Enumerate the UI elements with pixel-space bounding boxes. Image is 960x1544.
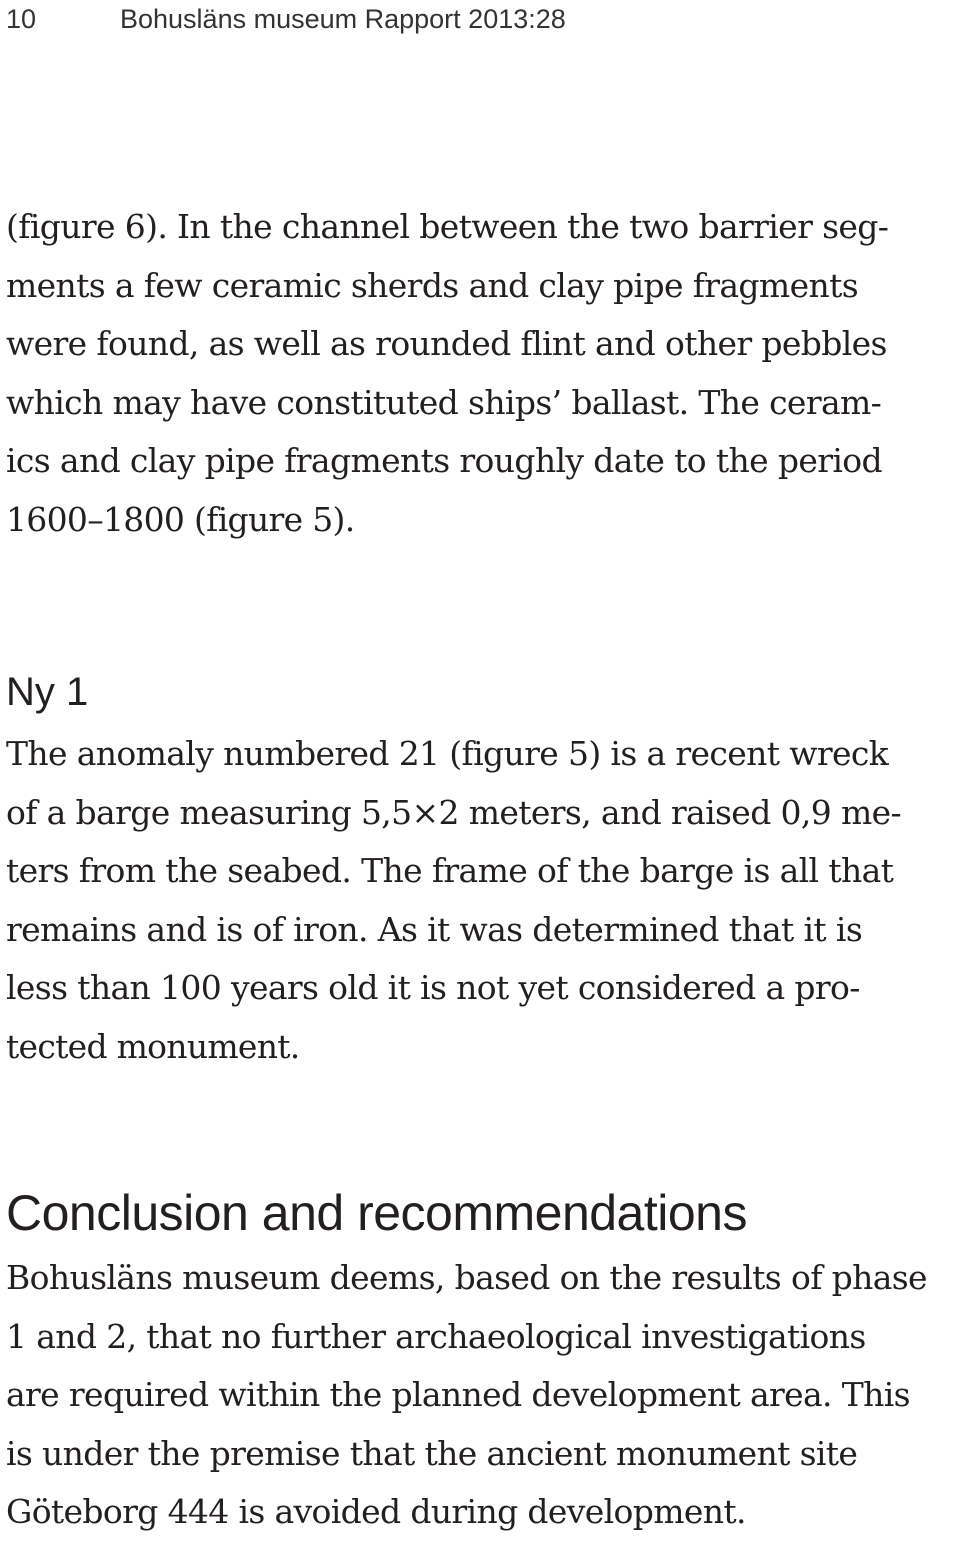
body-paragraph xyxy=(6,1249,956,1542)
page-number: 10 xyxy=(6,4,37,34)
text-line: Göteborg 444 is avoided during development. xyxy=(6,1492,746,1532)
section-ny1-body xyxy=(6,725,956,1077)
text-line: are required within the planned development area. This xyxy=(6,1375,910,1415)
section-conclusion xyxy=(6,1184,956,1242)
text-line: of a barge measuring 5,5×2 meters, and raised 0,9 me- xyxy=(6,792,902,832)
text-line: were found, as well as rounded flint and other pebbles xyxy=(6,324,887,364)
text-line: ters from the seabed. The frame of the barge is all that xyxy=(6,851,894,891)
text-line: The anomaly numbered 21 (figure 5) is a recent wreck xyxy=(6,734,889,773)
section-ny1 xyxy=(6,668,956,716)
text-line: tected monument. xyxy=(6,1026,300,1066)
text-line: 1 and 2, that no further archaeological investigations xyxy=(6,1316,866,1356)
text-line: remains and is of iron. As it was determined that it is xyxy=(6,909,863,949)
text-line: Bohusläns museum deems, based on the results of phase xyxy=(6,1258,927,1297)
paragraph-continuation xyxy=(6,198,956,550)
text-line: ics and clay pipe fragments roughly date to the period xyxy=(6,441,882,481)
text-line: which may have constituted ships’ ballast. The ceram- xyxy=(6,382,882,422)
body-paragraph xyxy=(6,725,956,1077)
body-paragraph xyxy=(6,198,956,550)
text-line: is under the premise that the ancient monument site xyxy=(6,1433,858,1473)
section-heading: Conclusion and recommendations xyxy=(6,1185,747,1241)
text-line: less than 100 years old it is not yet considered a pro- xyxy=(6,968,860,1008)
running-title: Bohusläns museum Rapport 2013:28 xyxy=(120,4,566,34)
text-line: ments a few ceramic sherds and clay pipe fragments xyxy=(6,265,858,305)
section-conclusion-body xyxy=(6,1249,956,1542)
section-subheading: Ny 1 xyxy=(6,670,89,714)
text-line: (figure 6). In the channel between the two barrier seg- xyxy=(6,207,889,246)
running-header xyxy=(6,4,566,35)
text-line: 1600–1800 (figure 5). xyxy=(6,499,355,539)
